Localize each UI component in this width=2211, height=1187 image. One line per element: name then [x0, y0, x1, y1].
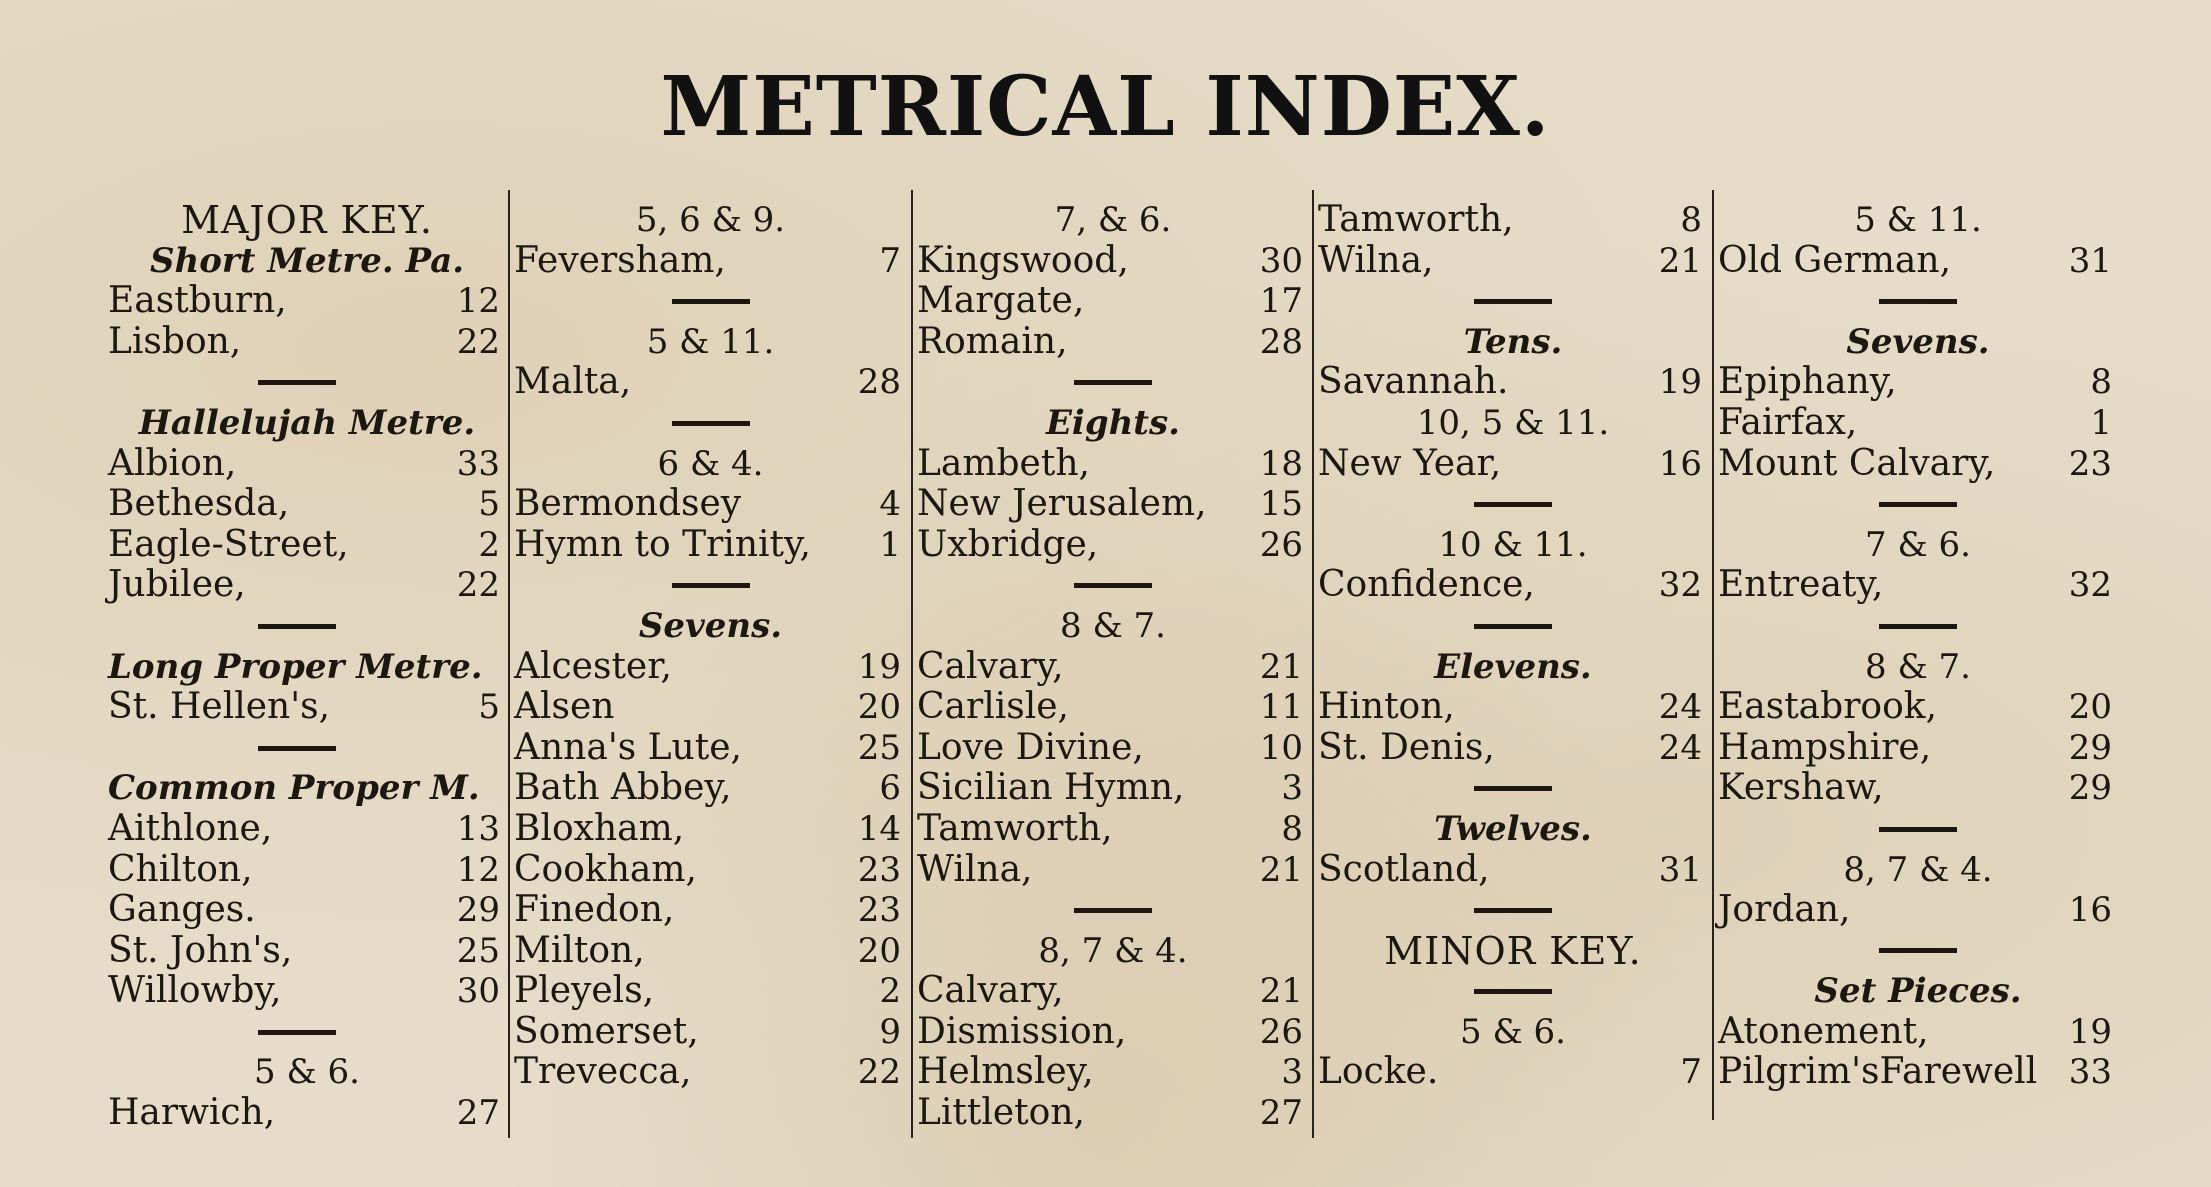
index-entry — [514, 484, 907, 525]
tune-name: St. Denis, — [1318, 726, 1495, 768]
page-number: 21 — [1259, 646, 1303, 687]
page-number: 1 — [879, 524, 901, 565]
tune-name: Lisbon, — [108, 320, 242, 362]
index-entry — [108, 525, 506, 566]
page-number: 28 — [857, 362, 901, 403]
page-number: 7 — [879, 240, 901, 281]
page-number: 14 — [857, 808, 901, 849]
index-entry — [917, 444, 1309, 485]
index-entry — [108, 484, 506, 525]
column-rule — [911, 190, 913, 1138]
divider-rule — [258, 746, 336, 751]
tune-name: Kingswood, — [917, 239, 1129, 281]
tune-name: Wilna, — [1318, 239, 1434, 281]
index-entry — [1718, 890, 2118, 931]
metre-heading: 5 & 6. — [1460, 1011, 1566, 1052]
metre-heading: Set Pieces. — [1814, 971, 2022, 1012]
metre-heading: 5, 6 & 9. — [635, 200, 786, 240]
metre-heading: Eights. — [1045, 402, 1180, 443]
tune-name: Alcester, — [514, 645, 672, 687]
tune-name: Tamworth, — [1318, 199, 1514, 240]
tune-name: Willowby, — [108, 970, 282, 1012]
metre-heading: 5 & 6. — [254, 1052, 360, 1093]
tune-name: Finedon, — [514, 889, 675, 931]
page-number: 7 — [1680, 1052, 1702, 1093]
metre-heading: Sevens. — [1846, 321, 1990, 362]
page-number: 19 — [1658, 362, 1702, 403]
tune-name: Hampshire, — [1718, 726, 1932, 768]
index-entry — [1718, 687, 2118, 728]
index-entry — [514, 971, 907, 1012]
index-column-4 — [1318, 200, 1708, 1142]
page-number: 30 — [1259, 240, 1303, 281]
index-entry — [1318, 444, 1708, 485]
index-entry — [108, 281, 506, 322]
index-entry — [1318, 565, 1708, 606]
tune-name: Margate, — [917, 280, 1085, 322]
page-number: 18 — [1259, 443, 1303, 484]
index-entry — [514, 809, 907, 850]
index-entry — [514, 241, 907, 282]
tune-name: Locke. — [1318, 1051, 1439, 1093]
metre-heading: 8, 7 & 4. — [1843, 849, 1993, 890]
index-entry — [1318, 1052, 1708, 1093]
index-entry — [108, 809, 506, 850]
page-number: 12 — [456, 281, 500, 322]
page-number: 26 — [1259, 524, 1303, 565]
section-divider — [1318, 890, 1708, 931]
divider-rule — [1474, 299, 1552, 304]
divider-rule — [1879, 948, 1957, 953]
tune-name: Harwich, — [108, 1092, 276, 1134]
page-number: 17 — [1259, 281, 1303, 322]
tune-name: Alsen — [514, 686, 615, 728]
tune-name: St. John's, — [108, 929, 293, 971]
page-number: 19 — [2068, 1011, 2112, 1052]
page-number: 22 — [456, 565, 500, 606]
metre-heading: Short Metre. Pa. — [149, 240, 465, 281]
tune-name: Eagle-Street, — [108, 523, 349, 565]
index-entry — [514, 1012, 907, 1053]
tune-name: Kershaw, — [1718, 767, 1884, 809]
tune-name: Aithlone, — [108, 807, 273, 849]
index-entry — [1318, 241, 1708, 282]
section-divider — [1718, 484, 2118, 525]
index-entry — [1718, 728, 2118, 769]
tune-name: Hinton, — [1318, 686, 1455, 728]
metre-heading: Long Proper Metre. — [108, 646, 483, 687]
index-entry — [514, 890, 907, 931]
divider-rule — [672, 421, 750, 426]
metre-heading: 5 & 11. — [646, 321, 775, 362]
index-entry — [917, 484, 1309, 525]
section-divider — [108, 728, 506, 769]
page-title: METRICAL INDEX. — [660, 59, 1551, 155]
page-number: 29 — [456, 890, 500, 931]
divider-rule — [258, 1030, 336, 1035]
index-entry — [917, 241, 1309, 282]
index-entry — [514, 1052, 907, 1093]
tune-name: Fairfax, — [1718, 401, 1858, 443]
page-number: 6 — [879, 768, 901, 809]
tune-name: Littleton, — [917, 1092, 1085, 1134]
metre-heading: Common Proper M. — [108, 768, 480, 809]
metre-heading: 5 & 11. — [1854, 200, 1982, 240]
page-number: 23 — [2068, 443, 2112, 484]
section-divider — [1718, 809, 2118, 850]
divider-rule — [1474, 624, 1552, 629]
page-number: 32 — [2068, 565, 2112, 606]
page-number: 25 — [857, 727, 901, 768]
index-column-1 — [108, 200, 506, 1142]
page-number: 21 — [1259, 849, 1303, 890]
section-divider — [108, 362, 506, 403]
divider-rule — [672, 583, 750, 588]
index-entry — [1318, 728, 1708, 769]
index-entry — [108, 444, 506, 485]
tune-name: Uxbridge, — [917, 523, 1099, 565]
index-entry — [917, 850, 1309, 891]
metre-heading: Tens. — [1463, 321, 1563, 362]
tune-name: Cookham, — [514, 848, 697, 890]
index-entry — [108, 322, 506, 363]
tune-name: Bath Abbey, — [514, 767, 732, 809]
section-divider — [1318, 768, 1708, 809]
tune-name: Helmsley, — [917, 1051, 1094, 1093]
section-divider — [108, 1012, 506, 1053]
page-number: 25 — [456, 930, 500, 971]
page-number: 19 — [857, 646, 901, 687]
tune-name: Atonement, — [1718, 1010, 1929, 1052]
page-number: 31 — [1658, 849, 1702, 890]
page-number: 28 — [1259, 321, 1303, 362]
index-entry — [917, 728, 1309, 769]
page-number: 31 — [2068, 240, 2112, 281]
section-divider — [1318, 606, 1708, 647]
page-number: 11 — [1259, 687, 1303, 728]
index-entry — [917, 1052, 1309, 1093]
tune-name: Sicilian Hymn, — [917, 767, 1185, 809]
page-number: 8 — [2090, 362, 2112, 403]
index-entry — [1718, 444, 2118, 485]
page-number: 24 — [1658, 727, 1702, 768]
tune-name: Albion, — [108, 442, 237, 484]
key-heading: MAJOR KEY. — [181, 198, 433, 242]
section-divider — [1718, 281, 2118, 322]
index-entry — [917, 647, 1309, 688]
section-divider — [108, 606, 506, 647]
divider-rule — [1074, 583, 1152, 588]
tune-name: Wilna, — [917, 848, 1033, 890]
index-entry — [1318, 850, 1708, 891]
index-entry — [1318, 362, 1708, 403]
section-divider — [1718, 931, 2118, 972]
page-number: 27 — [1259, 1093, 1303, 1134]
tune-name: Bloxham, — [514, 807, 685, 849]
tune-name: Milton, — [514, 929, 645, 971]
index-entry — [514, 647, 907, 688]
page-number: 20 — [857, 687, 901, 728]
index-entry — [108, 1093, 506, 1134]
metre-heading: 8 & 7. — [1060, 605, 1166, 646]
tune-name: Scotland, — [1318, 848, 1490, 890]
tune-name: Epiphany, — [1718, 361, 1897, 403]
index-entry — [514, 768, 907, 809]
tune-name: Calvary, — [917, 970, 1064, 1012]
index-entry — [1718, 403, 2118, 444]
metre-heading: 8, 7 & 4. — [1038, 930, 1188, 971]
index-entry — [514, 687, 907, 728]
page-number: 24 — [1658, 687, 1702, 728]
tune-name: Lambeth, — [917, 442, 1090, 484]
index-column-5 — [1718, 200, 2118, 1142]
index-entry — [1318, 687, 1708, 728]
tune-name: Malta, — [514, 361, 632, 403]
key-heading: MINOR KEY. — [1384, 928, 1642, 973]
index-entry — [1718, 1012, 2118, 1053]
page-number: 32 — [1658, 565, 1702, 606]
divider-rule — [1474, 908, 1552, 913]
tune-name: Mount Calvary, — [1718, 442, 1996, 484]
divider-rule — [1879, 502, 1957, 507]
tune-name: Confidence, — [1318, 564, 1535, 606]
page-number: 3 — [1281, 1052, 1303, 1093]
tune-name: Eastburn, — [108, 280, 287, 322]
index-entry — [108, 850, 506, 891]
page-number: 21 — [1658, 240, 1702, 281]
page-number: 20 — [2068, 687, 2112, 728]
column-rule — [1312, 190, 1314, 1138]
metre-heading: 8 & 7. — [1865, 646, 1971, 687]
tune-name: New Jerusalem, — [917, 483, 1207, 525]
tune-name: Ganges. — [108, 889, 256, 931]
divider-rule — [258, 380, 336, 385]
metre-heading: 7 & 6. — [1865, 524, 1971, 565]
page-number: 16 — [2068, 890, 2112, 931]
tune-name: Anna's Lute, — [514, 726, 742, 768]
page-number: 8 — [1281, 808, 1303, 849]
divider-rule — [1474, 786, 1552, 791]
tune-name: Love Divine, — [917, 726, 1144, 768]
divider-rule — [1474, 989, 1552, 994]
page-number: 30 — [456, 971, 500, 1012]
metre-heading: 6 & 4. — [657, 443, 764, 484]
page-number: 22 — [456, 321, 500, 362]
metre-heading: Hallelujah Metre. — [138, 402, 476, 443]
index-entry — [917, 322, 1309, 363]
index-entry — [1718, 565, 2118, 606]
divider-rule — [1074, 908, 1152, 913]
page-number: 15 — [1259, 484, 1303, 525]
page-number: 10 — [1259, 727, 1303, 768]
index-entry — [108, 687, 506, 728]
page-number: 2 — [478, 524, 500, 565]
index-entry — [917, 281, 1309, 322]
index-entry — [108, 890, 506, 931]
index-entry — [917, 809, 1309, 850]
tune-name: Dismission, — [917, 1010, 1127, 1052]
index-entry — [917, 971, 1309, 1012]
tune-name: Tamworth, — [917, 807, 1113, 849]
metre-heading: 10, 5 & 11. — [1416, 402, 1610, 443]
column-rule — [508, 190, 510, 1138]
metre-heading: Sevens. — [638, 605, 783, 646]
section-divider — [1318, 281, 1708, 322]
index-entry — [514, 850, 907, 891]
index-entry — [1718, 1052, 2118, 1093]
divider-rule — [1474, 502, 1552, 507]
page-number: 2 — [879, 971, 901, 1012]
section-divider — [917, 565, 1309, 606]
page-number: 5 — [478, 687, 500, 728]
index-column-2 — [514, 200, 907, 1142]
page-number: 8 — [1680, 200, 1702, 240]
divider-rule — [1879, 827, 1957, 832]
section-divider — [514, 403, 907, 444]
index-entry — [514, 931, 907, 972]
index-entry — [108, 565, 506, 606]
index-entry — [917, 525, 1309, 566]
page-number: 27 — [456, 1093, 500, 1134]
tune-name: Trevecca, — [514, 1051, 692, 1093]
page-number: 26 — [1259, 1011, 1303, 1052]
page-number: 5 — [478, 484, 500, 525]
index-entry — [514, 728, 907, 769]
tune-name: New Year, — [1318, 442, 1502, 484]
divider-rule — [672, 299, 750, 304]
section-divider — [1718, 606, 2118, 647]
index-entry — [1718, 362, 2118, 403]
index-entry — [917, 1012, 1309, 1053]
tune-name: Feversham, — [514, 239, 726, 281]
page-number: 20 — [857, 930, 901, 971]
section-divider — [917, 890, 1309, 931]
page-number: 9 — [879, 1011, 901, 1052]
tune-name: Bethesda, — [108, 483, 290, 525]
page-number: 21 — [1259, 971, 1303, 1012]
metre-heading: 10 & 11. — [1438, 524, 1588, 565]
tune-name: Jordan, — [1718, 889, 1851, 931]
page-number: 29 — [2068, 727, 2112, 768]
tune-name: Calvary, — [917, 645, 1064, 687]
section-divider — [1318, 484, 1708, 525]
tune-name: Pilgrim'sFarewell — [1718, 1051, 2038, 1093]
tune-name: Old German, — [1718, 239, 1952, 281]
metre-heading: 7, & 6. — [1054, 200, 1172, 240]
tune-name: Somerset, — [514, 1010, 699, 1052]
tune-name: Hymn to Trinity, — [514, 523, 811, 565]
page-number: 1 — [2090, 402, 2112, 443]
column-rule — [1712, 190, 1714, 1120]
divider-rule — [1879, 624, 1957, 629]
index-entry — [917, 1093, 1309, 1134]
tune-name: Pleyels, — [514, 970, 655, 1012]
divider-rule — [258, 624, 336, 629]
index-entry — [917, 768, 1309, 809]
tune-name: Bermondsey — [514, 483, 742, 525]
tune-name: Entreaty, — [1718, 564, 1884, 606]
page-number: 12 — [456, 849, 500, 890]
tune-name: St. Hellen's, — [108, 686, 331, 728]
tune-name: Jubilee, — [108, 564, 246, 606]
page-number: 4 — [879, 484, 901, 525]
section-divider — [917, 362, 1309, 403]
page-number: 16 — [1658, 443, 1702, 484]
divider-rule — [1074, 380, 1152, 385]
index-entry — [1718, 241, 2118, 282]
index-entry — [1718, 768, 2118, 809]
index-entry — [108, 971, 506, 1012]
section-divider — [514, 281, 907, 322]
tune-name: Carlisle, — [917, 686, 1069, 728]
index-entry — [514, 525, 907, 566]
page-number: 33 — [2068, 1052, 2112, 1093]
tune-name: Eastabrook, — [1718, 686, 1938, 728]
page-number: 33 — [456, 443, 500, 484]
page-number: 23 — [857, 890, 901, 931]
tune-name: Romain, — [917, 320, 1068, 362]
index-entry — [1318, 200, 1708, 241]
page-number: 29 — [2068, 768, 2112, 809]
tune-name: Savannah. — [1318, 361, 1509, 403]
index-entry — [514, 362, 907, 403]
page-number: 3 — [1281, 768, 1303, 809]
section-divider — [1318, 971, 1708, 1012]
index-entry — [917, 687, 1309, 728]
index-entry — [108, 931, 506, 972]
tune-name: Chilton, — [108, 848, 253, 890]
index-column-3 — [917, 200, 1309, 1142]
metre-heading: Elevens. — [1434, 646, 1592, 687]
section-divider — [514, 565, 907, 606]
metre-heading: Twelves. — [1434, 808, 1592, 849]
page-number: 22 — [857, 1052, 901, 1093]
page-number: 13 — [456, 808, 500, 849]
page-number: 23 — [857, 849, 901, 890]
divider-rule — [1879, 299, 1957, 304]
